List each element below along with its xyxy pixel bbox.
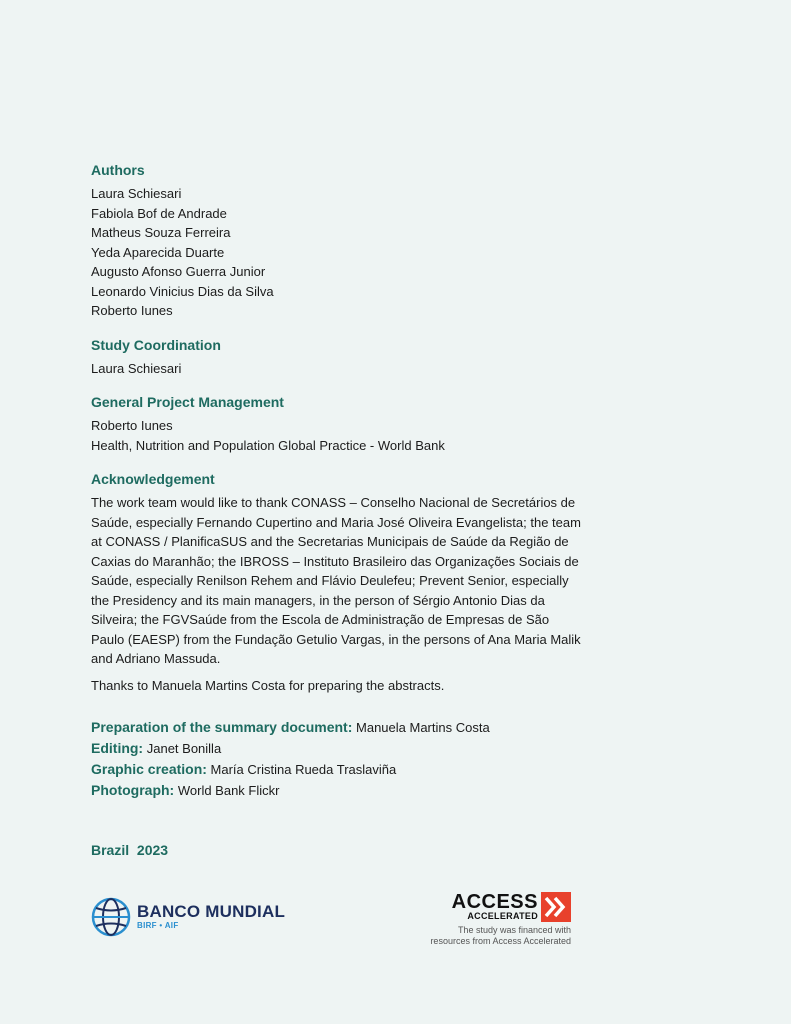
author-name: Roberto Iunes [91, 303, 173, 318]
manager-name: Roberto Iunes [91, 418, 173, 433]
world-bank-sub: BIRF • AIF [137, 921, 179, 930]
world-bank-name: BANCO MUNDIAL [137, 902, 286, 921]
author-name: Fabiola Bof de Andrade [91, 205, 227, 221]
management-heading: General Project Management [91, 394, 284, 410]
globe-icon [91, 897, 131, 937]
author-name: Matheus Souza Ferreira [91, 225, 231, 240]
credits-page [91, 161, 581, 801]
access-accelerated-logo [430, 892, 571, 947]
funding-note [430, 925, 571, 947]
credit-value: María Cristina Rueda Traslaviña [210, 762, 397, 777]
credit-line [91, 759, 581, 780]
aa-word-accelerated: ACCELERATED [467, 911, 538, 921]
credit-label: Preparation of the summary document: [91, 719, 353, 735]
author-name: Laura Schiesari [91, 186, 182, 201]
credit-value: World Bank Flickr [177, 783, 280, 798]
world-bank-wordmark [137, 903, 285, 931]
access-accelerated-words [452, 893, 538, 921]
management-list [91, 416, 581, 455]
authors-section [91, 161, 581, 321]
author-name: Leonardo Vinicius Dias da Silva [91, 283, 274, 299]
production-credits [91, 717, 581, 801]
credit-line [91, 780, 581, 801]
credit-value: Manuela Martins Costa [356, 720, 490, 735]
author-name: Augusto Afonso Guerra Junior [91, 264, 266, 279]
place-year: Brazil 2023 [91, 842, 169, 858]
coordination-heading: Study Coordination [91, 336, 221, 353]
acknowledgement-paragraph: The work team would like to thank CONASS – Conselho Nacional de Secretários de Saúde, especially Fernando Cupertino and Maria José Oliveira Evangelista; the team at CONASS / PlanificaSUS and the Secretarias Municipais de Saúde da Região de Caxias do Maranhão; the IBROSS – Instituto Brasileiro das Organizações Sociais de Saúde, especially Renilson Rehem and Flávio Deulefeu; Prevent Senior, especially the Presidency and its main managers, in the person of Sérgio Antonio Dias da Silveira; the FGVSaúde from the Escola de Administração de Empresas de São Paulo (EAESP) from the Fundação Getulio Vargas, in the persons of Ana Maria Malik and Adriano Massuda. [91, 495, 581, 666]
credit-label: Graphic creation: [91, 761, 207, 777]
funding-note-line: resources from Access Accelerated [430, 936, 571, 946]
coordinator-name: Laura Schiesari [91, 360, 182, 376]
aa-word-access: ACCESS [451, 891, 538, 913]
access-accelerated-wordmark [430, 892, 571, 922]
credit-value: Janet Bonilla [146, 741, 222, 756]
author-name: Yeda Aparecida Duarte [91, 244, 225, 260]
coordination-list [91, 359, 581, 379]
coordination-section [91, 336, 581, 379]
double-chevron-icon [541, 892, 571, 922]
acknowledgement-section [91, 470, 581, 695]
funding-note-line: The study was financed with [457, 925, 571, 935]
manager-affiliation: Health, Nutrition and Population Global Practice - World Bank [91, 437, 445, 453]
world-bank-logo [91, 897, 285, 937]
authors-heading: Authors [91, 162, 145, 178]
management-section [91, 393, 581, 455]
credit-label: Editing: [91, 740, 144, 756]
credit-line [91, 717, 581, 738]
authors-list [91, 184, 581, 321]
credit-label: Photograph: [91, 782, 175, 798]
credit-line [91, 738, 581, 759]
thanks-line: Thanks to Manuela Martins Costa for preparing the abstracts. [91, 677, 445, 693]
acknowledgement-heading: Acknowledgement [91, 471, 215, 487]
